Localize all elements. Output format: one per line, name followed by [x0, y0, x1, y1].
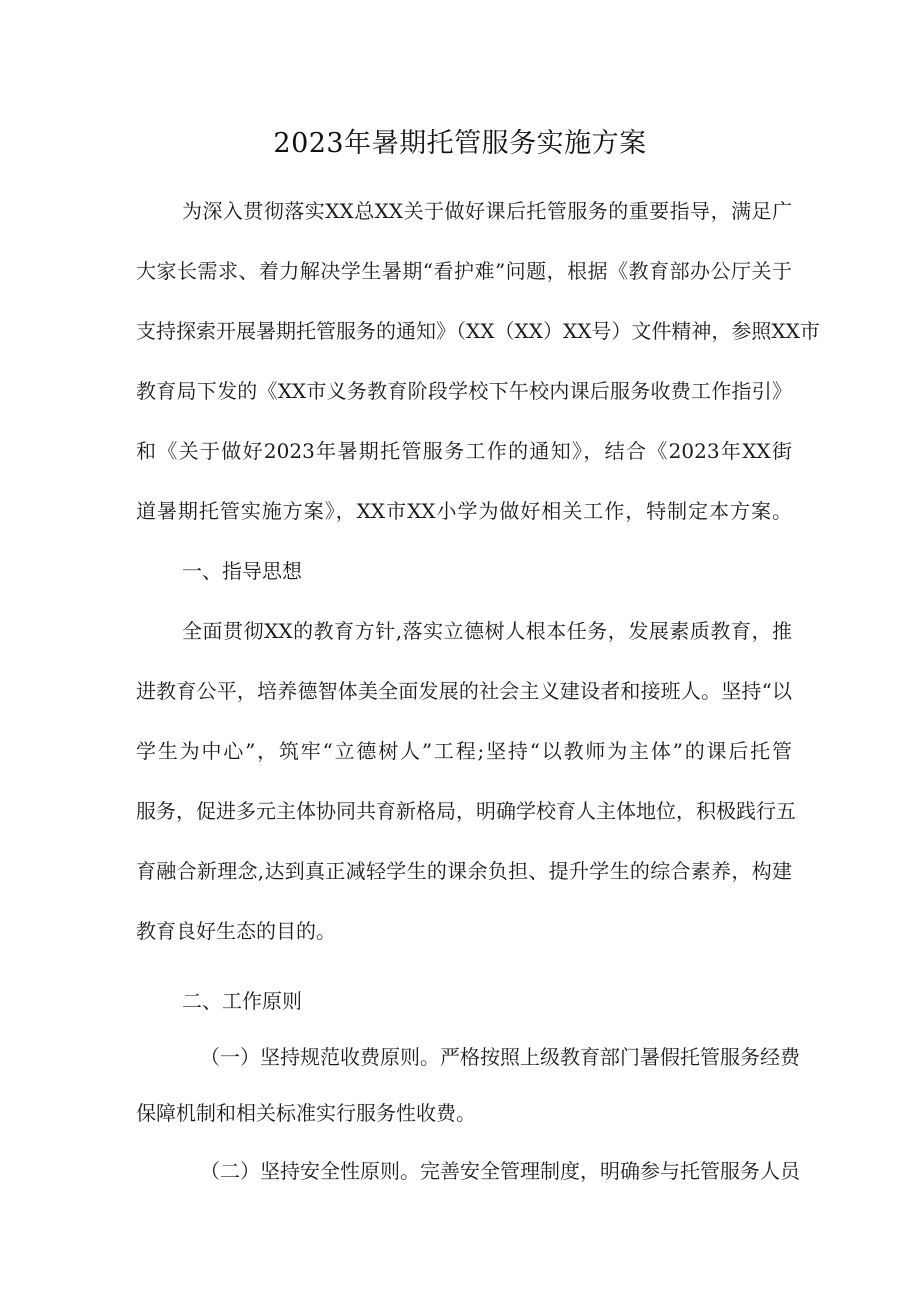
section-heading: 一、指导思想: [182, 559, 302, 583]
paragraph-line: 保障机制和相关标准实行服务性收费。: [136, 1101, 476, 1125]
paragraph-line: 教育良好生态的目的。: [136, 919, 336, 943]
paragraph-line: 服务，促进多元主体协同共育新格局，明确学校育人主体地位，积极践行五: [136, 799, 796, 823]
paragraph-line: 道暑期托管实施方案》，XX市XX小学为做好相关工作，特制定本方案。: [136, 499, 792, 523]
paragraph-line: 支持探索开展暑期托管服务的通知》（XX（XX）XX号）文件精神，参照XX市: [136, 319, 820, 343]
document-title: 2023年暑期托管服务实施方案: [273, 128, 647, 159]
paragraph-line: 进教育公平，培养德智体美全面发展的社会主义建设者和接班人。坚持“以: [136, 679, 792, 703]
paragraph-line: 大家长需求、着力解决学生暑期“看护难”问题，根据《教育部办公厅关于: [136, 259, 792, 283]
section-heading: 二、工作原则: [182, 989, 302, 1013]
paragraph-line: 全面贯彻XX的教育方针,落实立德树人根本任务，发展素质教育，推: [182, 619, 792, 643]
paragraph-line: （一）坚持规范收费原则。严格按照上级教育部门暑假托管服务经费: [200, 1045, 800, 1069]
paragraph-line: 教育局下发的《XX市义务教育阶段学校下午校内课后服务收费工作指引》: [136, 379, 792, 403]
paragraph-line: （二）坚持安全性原则。完善安全管理制度，明确参与托管服务人员: [200, 1159, 800, 1183]
paragraph-line: 和《关于做好2023年暑期托管服务工作的通知》，结合《2023年XX街: [136, 439, 792, 463]
paragraph-line: 为深入贯彻落实XX总XX关于做好课后托管服务的重要指导，满足广: [182, 199, 792, 223]
paragraph-line: 学生为中心”，筑牢“立德树人”工程;坚持“以教师为主体”的课后托管: [136, 739, 792, 763]
paragraph-line: 育融合新理念,达到真正减轻学生的课余负担、提升学生的综合素养，构建: [136, 859, 792, 883]
